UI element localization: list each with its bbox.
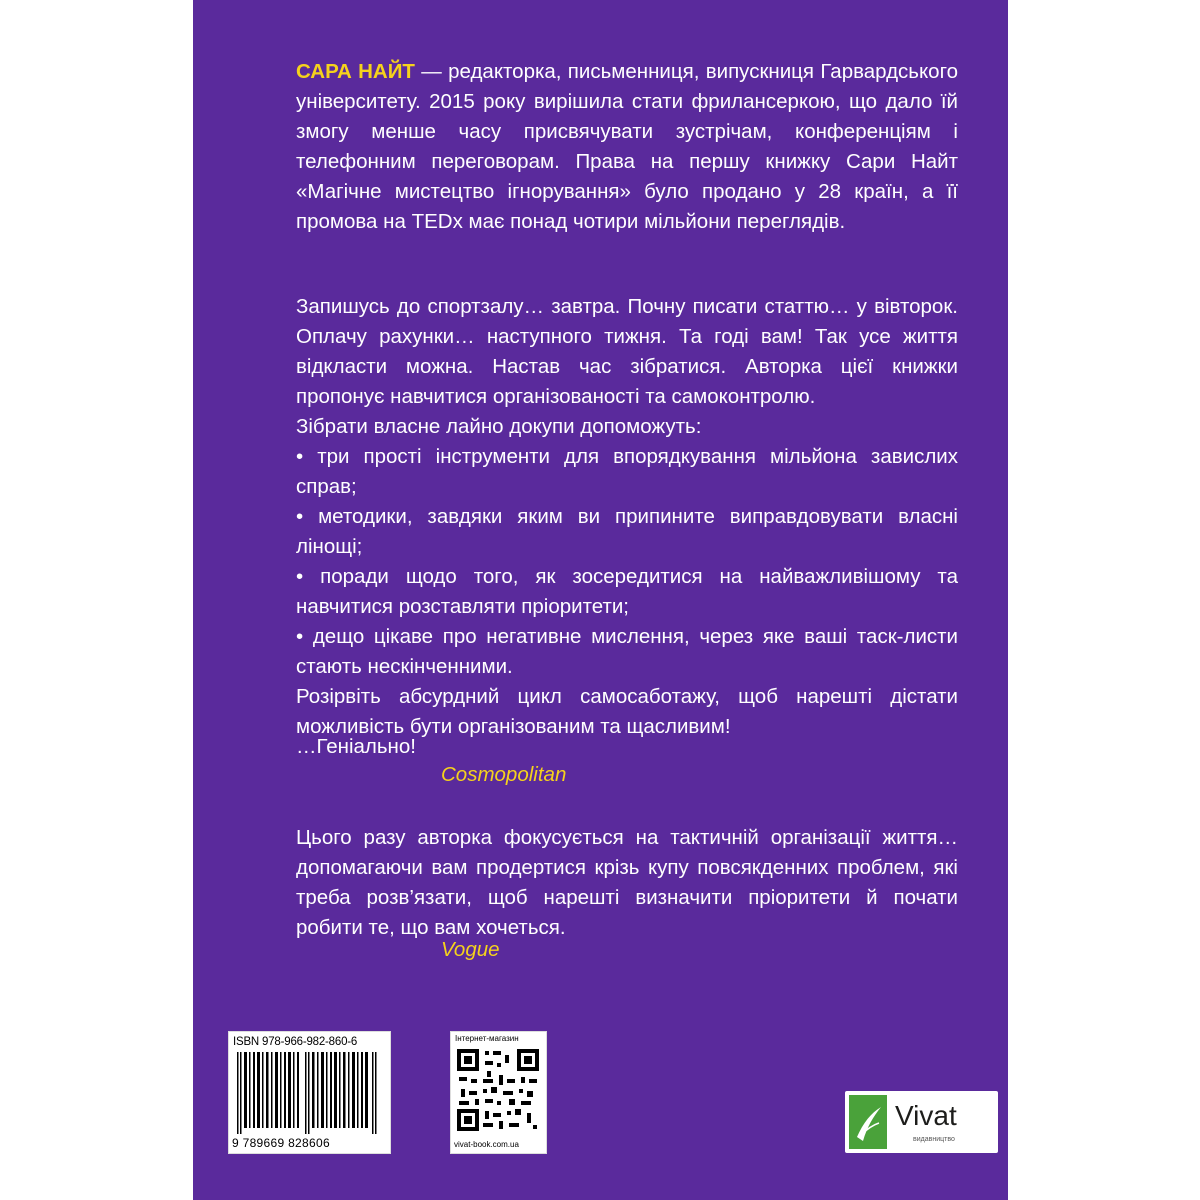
- description-lead: Зібрати власне лайно докупи допоможуть:: [296, 415, 702, 438]
- publisher-tagline: видавництво: [913, 1136, 955, 1143]
- review-quote: …Геніально!: [296, 735, 416, 758]
- description-bullet: • три прості інструменти для впорядкування мільйона завислих справ;: [296, 445, 958, 498]
- publisher-logo: [845, 1091, 998, 1153]
- leaf-icon: [849, 1095, 887, 1149]
- bio-text: — редакторка, письменниця, випускниця Гарвардського університету. 2015 року вирішила стати фрилансеркою, що дало їй змогу менше часу присвячувати зустрічам, конференціям і телефонним переговорам. Права на першу книжку Сари Найт «Магічне мистецтво ігнорування» було продано у 28 країн, а її промова на TEDx має понад чотири мільйони переглядів.: [296, 60, 959, 233]
- qr-top-label: Інтернет-магазин: [455, 1034, 519, 1043]
- description-bullet: • поради щодо того, як зосередитися на найважливішому та навчитися розставляти пріоритети;: [296, 565, 958, 618]
- description-bullet: • методики, завдяки яким ви припините виправдовувати власні лінощі;: [296, 505, 958, 558]
- qr-code-icon: [457, 1049, 539, 1131]
- review-source: Cosmopolitan: [441, 763, 567, 786]
- author-bio: [296, 57, 958, 237]
- qr-url: vivat-book.com.ua: [454, 1140, 519, 1149]
- barcode-number: 9 789669 828606: [232, 1136, 330, 1150]
- qr-code-card: [450, 1031, 547, 1154]
- isbn-label: ISBN 978-966-982-860-6: [233, 1036, 358, 1048]
- book-description: [296, 292, 958, 742]
- barcode-bars: [235, 1052, 385, 1134]
- review-quote: Цього разу авторка фокусується на тактичній організації життя… допомагаючи вам продертися крізь купу повсякденних проблем, які треба розв’язати, щоб нарешті визначити пріоритети й почати робити те, що вам хочеться.: [296, 826, 958, 939]
- barcode: [228, 1031, 391, 1154]
- description-intro: Запишусь до спортзалу… завтра. Почну писати статтю… у вівторок. Оплачу рахунки… наступного тижня. Та годі вам! Так усе життя відкласти можна. Настав час зібратися. Авторка цієї книжки пропонує навчитися організованості та самоконтролю.: [296, 295, 958, 408]
- review-source: Vogue: [441, 938, 500, 961]
- description-bullet: • дещо цікаве про негативне мислення, через яке ваші таск-листи стають нескінченними.: [296, 625, 958, 678]
- author-name: САРА НАЙТ: [296, 60, 415, 83]
- description-closing: Розірвіть абсурдний цикл самосаботажу, щоб нарешті дістати можливість бути організованим та щасливим!: [296, 685, 958, 738]
- publisher-name: Vivat: [895, 1100, 957, 1131]
